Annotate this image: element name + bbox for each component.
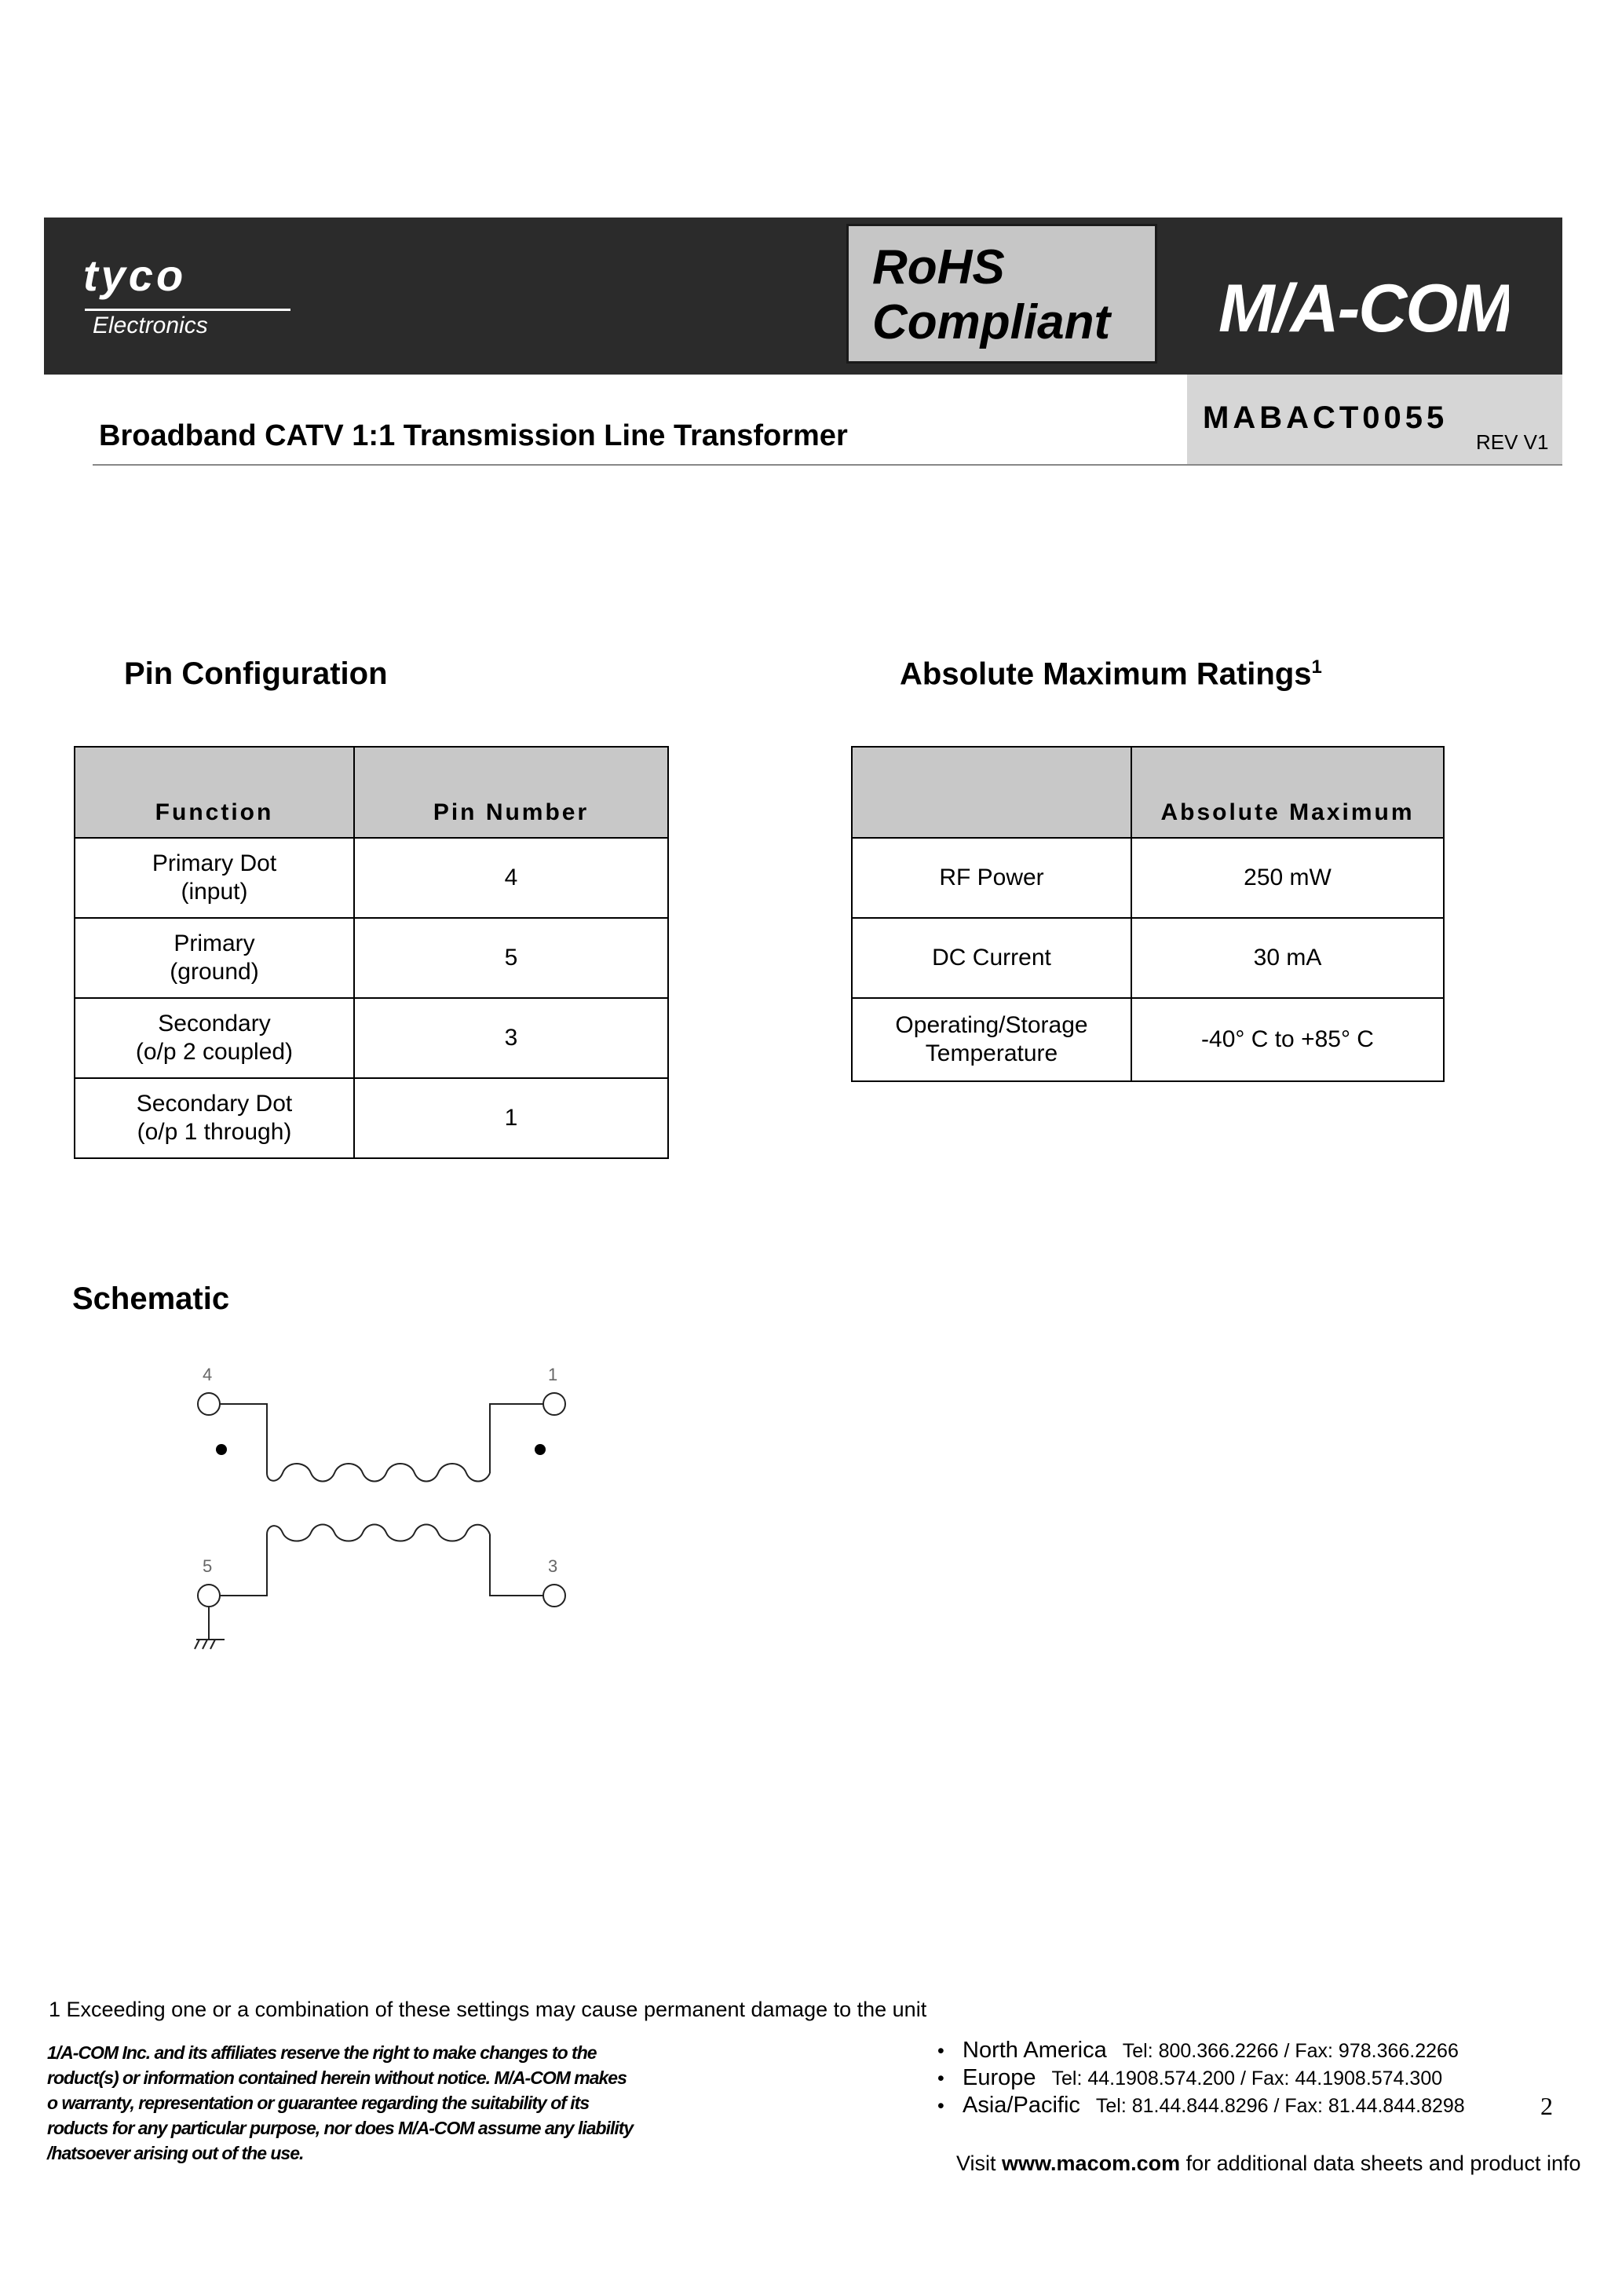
pin-configuration-heading: Pin Configuration	[124, 656, 388, 691]
tyco-logo-rule	[85, 309, 290, 311]
value-cell: -40° C to +85° C	[1131, 998, 1444, 1081]
primary-lead-right	[490, 1404, 543, 1473]
region-name: Europe	[963, 2065, 1036, 2090]
function-cell	[75, 1078, 354, 1158]
function-line: (input)	[181, 879, 248, 905]
region-name: Asia/Pacific	[963, 2093, 1080, 2118]
tyco-logo-subtitle: Electronics	[93, 313, 208, 338]
pin-terminal-3	[543, 1585, 565, 1607]
macom-logo	[1218, 267, 1509, 370]
function-line: Primary	[174, 930, 255, 956]
ground-hatch	[195, 1640, 199, 1649]
list-item	[937, 2092, 1465, 2119]
region-contact: Tel: 81.44.844.8296 / Fax: 81.44.844.8298	[1095, 2095, 1465, 2117]
document-title: Broadband CATV 1:1 Transmission Line Transformer	[99, 419, 848, 452]
bullet-icon: •	[937, 2095, 944, 2117]
function-line: Secondary	[158, 1011, 271, 1036]
parameter-cell: RF Power	[852, 838, 1131, 918]
tyco-logo: tyco	[83, 250, 187, 300]
disclaimer-line: roducts for any particular purpose, nor does M/A-COM assume any liability	[47, 2118, 634, 2138]
table-row	[75, 838, 668, 918]
absolute-maximum-ratings-table	[851, 746, 1445, 1082]
polarity-dot-primary	[216, 1444, 227, 1455]
table-header-row	[852, 747, 1444, 838]
parameter-line: Operating/Storage	[895, 1012, 1088, 1038]
disclaimer-line: /hatsoever arising out of the use.	[47, 2143, 304, 2163]
visit-line	[956, 2152, 1580, 2176]
svg-text:M/A-COM: M/A-COM	[1218, 271, 1509, 346]
pin-label-5: 5	[203, 1556, 213, 1576]
table-row	[852, 838, 1444, 918]
function-line: Primary Dot	[152, 850, 277, 876]
parameter-line: Temperature	[925, 1040, 1058, 1066]
function-line: (o/p 2 coupled)	[135, 1039, 294, 1065]
visit-suffix: for additional data sheets and product info	[1185, 2152, 1581, 2175]
pin-label-3: 3	[548, 1556, 558, 1576]
pin-number-cell: 4	[354, 838, 668, 918]
table-row	[75, 998, 668, 1078]
table-row	[852, 998, 1444, 1081]
regional-contacts	[937, 2037, 1465, 2119]
ground-hatch	[203, 1640, 207, 1649]
pin-terminal-1	[543, 1393, 565, 1415]
list-item	[937, 2037, 1465, 2064]
website-link[interactable]: www.macom.com	[1002, 2152, 1181, 2175]
column-header-pin-number: Pin Number	[354, 747, 668, 838]
pin-terminal-4	[198, 1393, 220, 1415]
function-line: (o/p 1 through)	[137, 1119, 292, 1145]
table-row	[75, 918, 668, 998]
region-name: North America	[963, 2038, 1107, 2063]
bullet-icon: •	[937, 2067, 944, 2089]
parameter-cell	[852, 998, 1131, 1081]
page-number: 2	[1540, 2092, 1553, 2120]
bullet-icon: •	[937, 2040, 944, 2062]
primary-lead-left	[220, 1404, 267, 1473]
table-header-row	[75, 747, 668, 838]
value-cell: 250 mW	[1131, 838, 1444, 918]
footnote: 1 Exceeding one or a combination of these settings may cause permanent damage to the unit	[49, 1998, 927, 2021]
function-cell	[75, 918, 354, 998]
disclaimer-line: roduct(s) or information contained herein without notice. M/A-COM makes	[47, 2067, 627, 2088]
pin-label-4: 4	[203, 1365, 213, 1384]
function-cell	[75, 998, 354, 1078]
rohs-label: RoHS	[872, 240, 1005, 294]
title-divider	[93, 464, 1562, 466]
primary-winding	[267, 1464, 490, 1482]
absolute-maximum-ratings-heading	[900, 656, 1322, 692]
compliant-label: Compliant	[872, 295, 1111, 349]
pin-number-cell: 3	[354, 998, 668, 1078]
legal-disclaimer	[47, 2040, 675, 2166]
pin-configuration-table	[74, 746, 669, 1159]
polarity-dot-secondary	[535, 1444, 546, 1455]
column-header-absolute-maximum: Absolute Maximum	[1131, 747, 1444, 838]
parameter-cell: DC Current	[852, 918, 1131, 998]
function-line: Secondary Dot	[136, 1091, 293, 1117]
secondary-winding	[267, 1525, 490, 1541]
amr-heading-text: Absolute Maximum Ratings	[900, 656, 1312, 692]
transformer-schematic	[181, 1355, 589, 1685]
column-header-function: Function	[75, 747, 354, 838]
pin-label-1: 1	[548, 1365, 558, 1384]
macom-logo-art	[1218, 267, 1509, 353]
pin-number-cell: 5	[354, 918, 668, 998]
secondary-lead-right	[490, 1534, 543, 1596]
table-row	[852, 918, 1444, 998]
schematic-heading: Schematic	[72, 1281, 230, 1316]
footnote-marker: 1	[1311, 656, 1322, 678]
pin-terminal-5	[198, 1585, 220, 1607]
column-header-parameter	[852, 747, 1131, 838]
function-line: (ground)	[170, 959, 259, 985]
function-cell	[75, 838, 354, 918]
pin-number-cell: 1	[354, 1078, 668, 1158]
value-cell: 30 mA	[1131, 918, 1444, 998]
rohs-badge	[846, 224, 1157, 364]
list-item	[937, 2064, 1465, 2092]
table-row	[75, 1078, 668, 1158]
region-contact: Tel: 44.1908.574.200 / Fax: 44.1908.574.300	[1051, 2067, 1443, 2089]
disclaimer-line: o warranty, representation or guarantee regarding the suitability of its	[47, 2093, 590, 2113]
secondary-lead-left	[220, 1534, 267, 1596]
revision-label: REV V1	[1476, 430, 1549, 454]
ground-hatch	[210, 1640, 215, 1649]
disclaimer-line: 1/A-COM Inc. and its affiliates reserve the right to make changes to the	[47, 2042, 597, 2063]
region-contact: Tel: 800.366.2266 / Fax: 978.366.2266	[1122, 2040, 1459, 2062]
part-number: MABACT0055	[1203, 400, 1448, 435]
visit-prefix: Visit	[956, 2152, 996, 2175]
